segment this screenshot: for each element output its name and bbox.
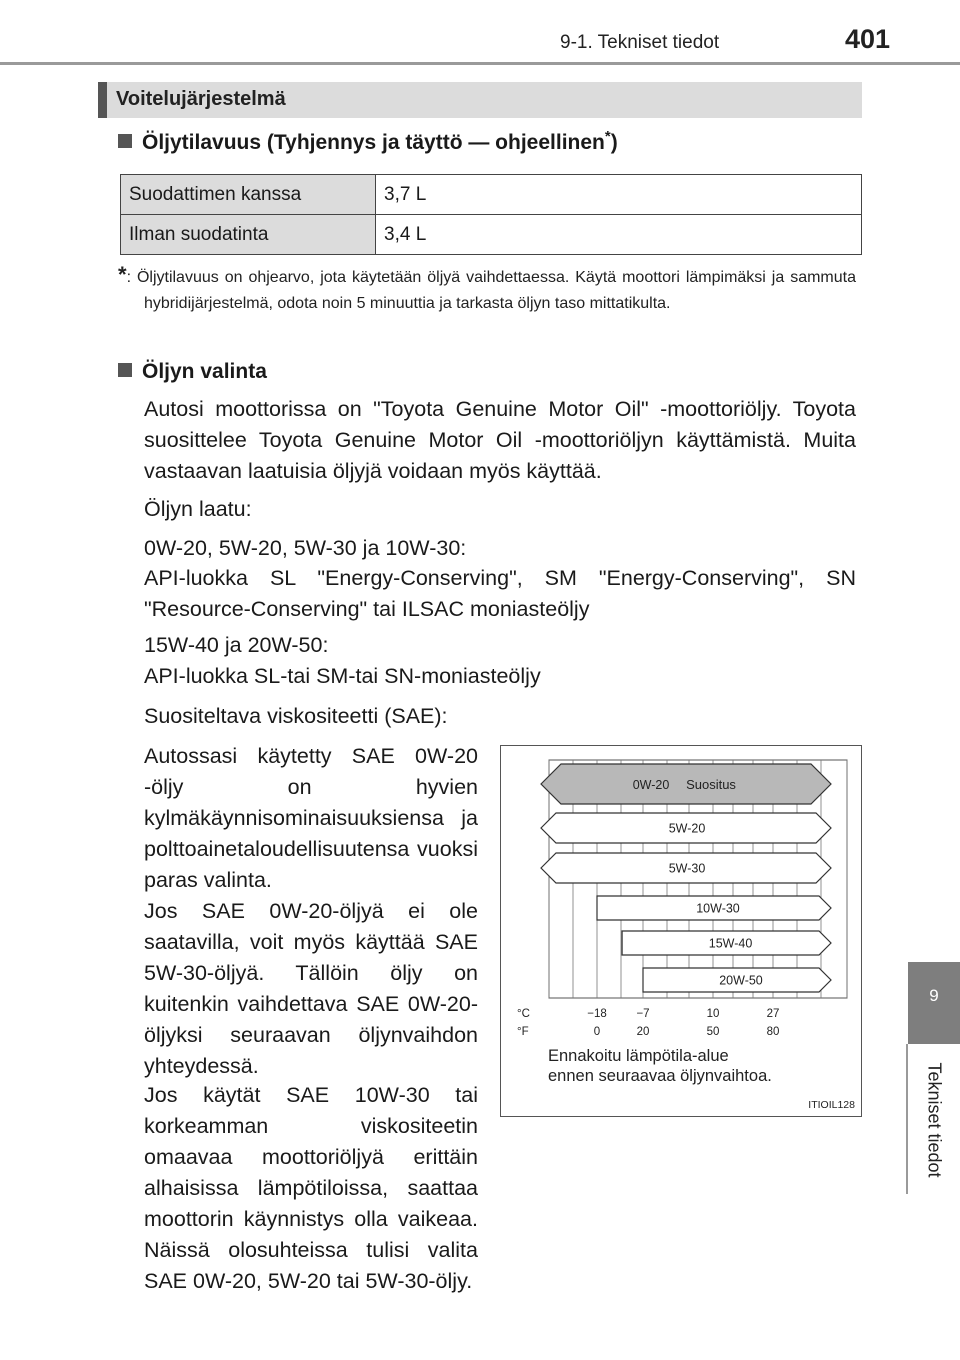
chapter-divider (906, 1044, 908, 1194)
axis-celsius-label: °C (517, 1008, 530, 1020)
table-cell-label: Ilman suodatinta (121, 215, 376, 255)
header-rule (0, 62, 960, 65)
chapter-label: Tekniset tiedot (924, 1062, 945, 1178)
range-bar-label: 5W-30 (668, 861, 706, 876)
capacity-heading-close: ) (610, 131, 618, 154)
capacity-heading-text: Öljytilavuus (Tyhjennys ja täyttö — ohjeellinen (142, 131, 605, 154)
oil-grade-group-2: 15W-40 ja 20W-50: (144, 633, 329, 657)
table-row (121, 175, 862, 215)
recommended-label: Suositus (686, 777, 736, 792)
tick-label-celsius: 27 (766, 1008, 780, 1020)
figure-code: ITIOIL128 (808, 1099, 855, 1111)
capacity-footnote (118, 262, 856, 317)
viscosity-paragraph-2: Jos SAE 0W-20-öljyä ei ole saatavilla, voit myös käyttää SAE 5W-30-öljyä. Tällöin öljy on kuitenkin vaihdettava SAE 0W-20-öljyksi seuraavan öljynvaihdon yhteydessä. (144, 899, 478, 1078)
section-accent (98, 82, 107, 118)
footnote-text: : Öljytilavuus on ohjearvo, jota käytetään öljyä vaihdettaessa. Käytä moottori lämpimäksi ja sammuta hybridijärjestelmä, odota noin 5 minuuttia ja tarkasta öljyn taso mittatikulta. (126, 269, 856, 312)
viscosity-paragraph-3: Jos käytät SAE 10W-30 tai korkeamman viskositeetin omaavaa moottoriöljyä erittäin alhaisissa lämpötiloissa, saattaa moottorin käynnistys olla vaikeaa. Näissä olosuhteissa tulisi valita SAE 0W-20, 5W-20 tai 5W-30-öljy. (144, 1083, 478, 1293)
table-row (121, 215, 862, 255)
bullet-square-icon (118, 363, 132, 377)
tick-label-fahrenheit: 50 (706, 1026, 720, 1038)
viscosity-label: Suositeltava viskositeetti (SAE): (144, 704, 448, 728)
table-cell-value: 3,4 L (376, 215, 862, 255)
capacity-table (120, 174, 862, 255)
header-section-title: 9-1. Tekniset tiedot (560, 32, 720, 53)
section-title: Voitelujärjestelmä (116, 88, 286, 110)
oil-grade-group-1-spec: API-luokka SL "Energy-Conserving", SM "Energy-Conserving", SN "Resource-Conserving" tai ILSAC moniasteöljy (144, 566, 856, 621)
range-bar-label: 20W-50 (719, 973, 763, 988)
capacity-heading (118, 128, 618, 155)
range-bar-label: 15W-40 (708, 936, 753, 951)
footnote-reference: * (604, 128, 611, 145)
oil-selection-heading-text: Öljyn valinta (142, 360, 267, 383)
bullet-square-icon (118, 134, 132, 148)
section-title-bar (98, 82, 862, 118)
chart-caption-line-1: Ennakoitu lämpötila-alue (548, 1047, 729, 1065)
chapter-number: 9 (929, 986, 939, 1005)
chart-caption (548, 1046, 772, 1086)
viscosity-paragraph-1: Autossasi käytetty SAE 0W-20 -öljy on hyvien kylmäkäynnisominaisuuksiensa ja polttoainetaloudellisuutensa vuoksi paras valinta. (144, 744, 478, 892)
viscosity-chart (500, 745, 862, 1117)
range-bar-label: 10W-30 (696, 901, 740, 916)
footnote-mark: * (118, 262, 127, 287)
table-cell-label: Suodattimen kanssa (121, 175, 376, 215)
oil-quality-label: Öljyn laatu: (144, 497, 252, 521)
tick-label-fahrenheit: 0 (593, 1026, 601, 1038)
chapter-tab[interactable] (908, 962, 960, 1044)
tick-label-fahrenheit: 20 (636, 1026, 650, 1038)
tick-label-fahrenheit: 80 (766, 1026, 780, 1038)
axis-fahrenheit-label: °F (517, 1026, 529, 1038)
chart-caption-line-2: ennen seuraavaa öljynvaihtoa. (548, 1067, 772, 1085)
page-number: 401 (845, 24, 891, 54)
range-bar-label: 5W-20 (668, 821, 706, 836)
tick-label-celsius: 10 (706, 1008, 720, 1020)
oil-intro-paragraph: Autosi moottorissa on "Toyota Genuine Motor Oil" -moottoriöljy. Toyota suosittelee Toyota Genuine Motor Oil -moottoriöljyn käyttämistä. Muita vastaavan laatuisia öljyjä voidaan myös käyttää. (144, 397, 856, 483)
table-cell-value: 3,7 L (376, 175, 862, 215)
page-header (0, 0, 960, 70)
tick-label-celsius: −18 (587, 1008, 607, 1020)
tick-label-celsius: −7 (636, 1008, 650, 1020)
range-bar-label: 0W-20 (632, 778, 670, 792)
oil-grade-group-2-spec: API-luokka SL-tai SM-tai SN-moniasteöljy (144, 664, 541, 688)
oil-grade-group-1: 0W-20, 5W-20, 5W-30 ja 10W-30: (144, 536, 467, 560)
oil-selection-heading (118, 360, 267, 384)
